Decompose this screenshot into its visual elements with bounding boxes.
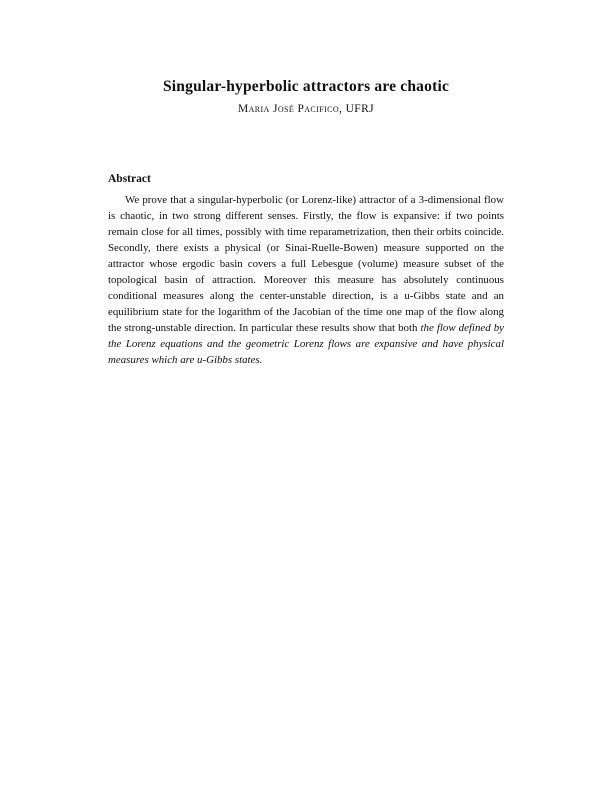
abstract-heading: Abstract (108, 172, 151, 185)
author-name: Maria José Pacifico, UFRJ (237, 102, 375, 115)
abstract-text-part1: We prove that a singular-hyperbolic (or Lorenz-like) attractor of a 3-dimensional flow is chaotic, in two strong different senses. Firstly, the flow is expansive: if two points remain close for all times, possibly with time reparametrization, then their orbits coincide. Secondly, there exists a physical (or Sinai-Ruelle-Bowen) measure supported on the attractor whose ergodic basin covers a full Lebesgue (volume) measure subset of the topological basin of attraction. Moreover this measure has absolutely continuous conditional measures along the center-unstable direction, is a u-Gibbs state and an equilibrium state for the logarithm of the Jacobian of the time one map of the flow along the strong-unstable direction. In particular these results show that both (108, 193, 504, 334)
abstract-text (108, 192, 504, 368)
author-line (108, 103, 504, 115)
abstract-section (108, 173, 504, 368)
abstract-text-part2: . (259, 353, 263, 366)
page-title: Singular-hyperbolic attractors are chaotic (162, 78, 450, 95)
page-content (108, 78, 504, 368)
abstract-text-italic: the flow defined by the Lorenz equations and the geometric Lorenz flows are expansive and have physical measures which are u-Gibbs states (108, 321, 504, 366)
